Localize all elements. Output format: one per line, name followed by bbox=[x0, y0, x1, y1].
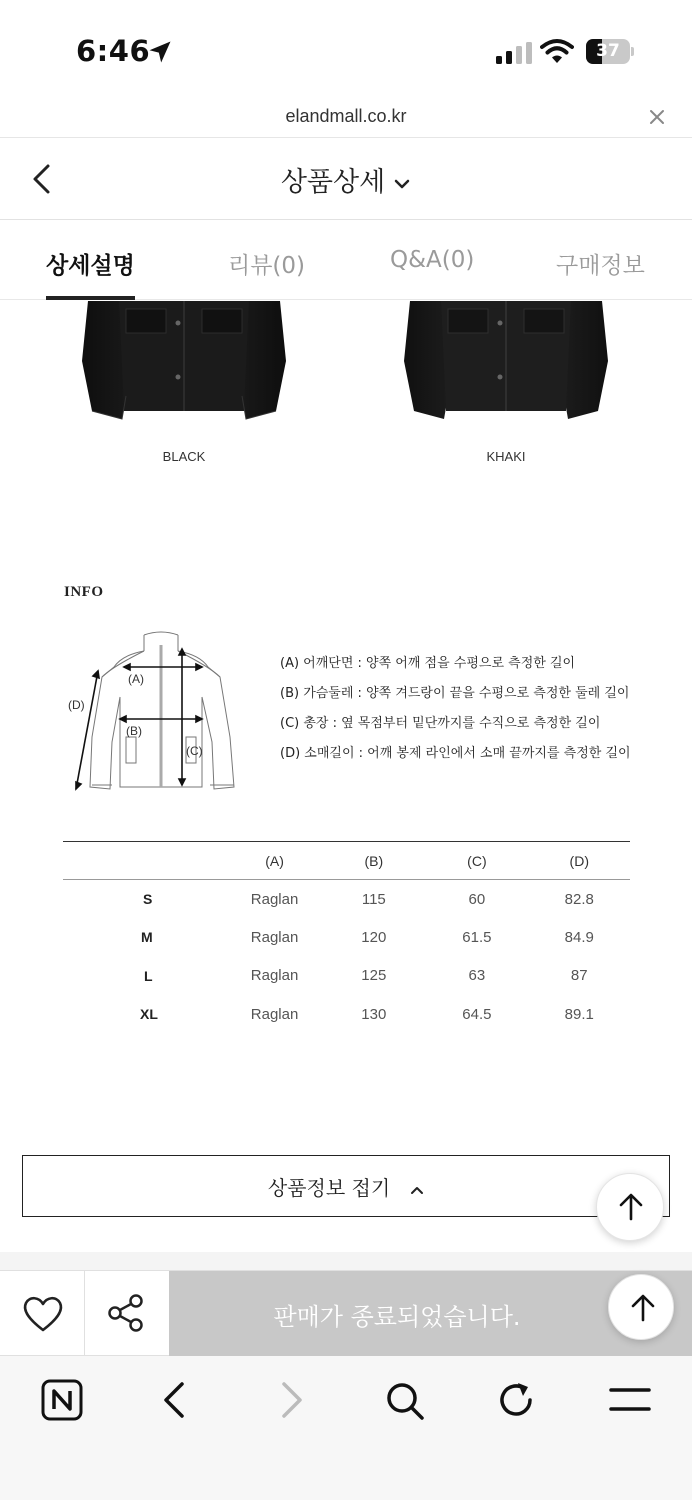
table-cell: 82.8 bbox=[564, 890, 594, 908]
close-icon[interactable] bbox=[648, 108, 666, 126]
diagram-label-b: (B) bbox=[126, 724, 142, 738]
definition-a: (A) 어깨단면 : 양쪽 어깨 점을 수평으로 측정한 길이 bbox=[280, 656, 576, 671]
table-cell: Raglan bbox=[250, 928, 299, 946]
size-cell: XL bbox=[140, 1006, 158, 1023]
wishlist-button[interactable] bbox=[0, 1271, 85, 1356]
wifi-icon bbox=[540, 38, 574, 64]
table-cell: Raglan bbox=[250, 967, 299, 985]
sold-out-label: 판매가 종료되었습니다. bbox=[273, 1303, 521, 1331]
measurement-definitions bbox=[280, 653, 670, 773]
diagram-label-d: (D) bbox=[68, 698, 85, 712]
page-header bbox=[0, 138, 692, 220]
active-tab-indicator bbox=[46, 296, 135, 300]
menu-icon[interactable] bbox=[608, 1378, 652, 1422]
section-divider bbox=[0, 1252, 692, 1270]
table-cell: 120 bbox=[361, 928, 387, 946]
size-table bbox=[63, 841, 630, 1034]
jacket-image-black bbox=[74, 301, 294, 431]
tab-reviews[interactable]: 리뷰(0) bbox=[228, 253, 306, 279]
table-cell: 87 bbox=[570, 967, 588, 985]
table-cell: 115 bbox=[361, 890, 386, 908]
scroll-to-top-button-secondary[interactable] bbox=[608, 1274, 674, 1340]
table-row bbox=[63, 995, 630, 1034]
page-title[interactable] bbox=[0, 160, 692, 199]
browser-forward-icon[interactable] bbox=[268, 1378, 312, 1422]
table-cell: 60 bbox=[468, 890, 486, 908]
header-d: (D) bbox=[529, 842, 630, 880]
table-cell: 64.5 bbox=[462, 1005, 492, 1023]
refresh-icon[interactable] bbox=[494, 1378, 538, 1422]
page-title-text: 상품상세 bbox=[280, 167, 386, 198]
browser-navigation-bar bbox=[0, 1356, 692, 1500]
cellular-signal-icon bbox=[496, 42, 532, 64]
arrow-up-icon bbox=[617, 1192, 645, 1222]
table-cell: Raglan bbox=[250, 1005, 299, 1023]
table-row bbox=[63, 918, 630, 957]
header-b: (B) bbox=[322, 842, 425, 880]
url-text[interactable]: elandmall.co.kr bbox=[285, 106, 407, 126]
table-cell: 61.5 bbox=[462, 928, 492, 946]
jacket-image-khaki bbox=[396, 301, 616, 431]
share-icon bbox=[105, 1292, 147, 1334]
arrow-up-icon bbox=[629, 1293, 657, 1323]
browser-back-icon[interactable] bbox=[154, 1378, 198, 1422]
chevron-down-icon bbox=[393, 177, 411, 191]
header-c: (C) bbox=[425, 842, 528, 880]
info-heading: INFO bbox=[64, 584, 104, 600]
tab-qna[interactable]: Q&A(0) bbox=[390, 247, 475, 273]
search-icon[interactable] bbox=[382, 1378, 426, 1422]
clock: 6:46 bbox=[76, 34, 151, 68]
color-label-black: BLACK bbox=[162, 449, 206, 464]
table-cell: 89.1 bbox=[564, 1005, 594, 1023]
battery-percent: 37 bbox=[596, 41, 620, 61]
size-cell: S bbox=[143, 891, 153, 907]
table-cell: Raglan bbox=[250, 890, 299, 908]
collapse-button-label: 상품정보 접기 bbox=[267, 1176, 391, 1200]
diagram-label-a: (A) bbox=[128, 672, 144, 686]
tab-purchase-info[interactable]: 구매정보 bbox=[556, 253, 645, 279]
heart-icon bbox=[22, 1295, 64, 1333]
naver-home-icon[interactable] bbox=[40, 1378, 84, 1422]
table-row bbox=[63, 957, 630, 996]
size-cell: M bbox=[141, 929, 153, 946]
size-cell: L bbox=[144, 967, 153, 984]
definition-c: (C) 총장 : 옆 목점부터 밑단까지를 수직으로 측정한 길이 bbox=[280, 716, 601, 731]
table-cell: 130 bbox=[361, 1005, 387, 1023]
collapse-product-info-button[interactable] bbox=[22, 1155, 670, 1217]
chevron-up-icon bbox=[410, 1185, 424, 1195]
diagram-label-c: (C) bbox=[186, 744, 203, 758]
size-table-header bbox=[63, 842, 630, 880]
tab-detail[interactable]: 상세설명 bbox=[46, 253, 135, 279]
color-label-khaki: KHAKI bbox=[486, 449, 526, 464]
share-button[interactable] bbox=[85, 1271, 169, 1356]
table-cell: 63 bbox=[468, 967, 486, 985]
scroll-to-top-button[interactable] bbox=[596, 1173, 664, 1241]
definition-d: (D) 소매길이 : 어깨 봉제 라인에서 소매 끝까지를 측정한 길이 bbox=[280, 746, 631, 761]
product-detail-content bbox=[0, 301, 692, 1151]
purchase-action-bar bbox=[0, 1270, 692, 1356]
location-arrow-icon bbox=[146, 38, 174, 66]
tab-bar bbox=[0, 221, 692, 300]
header-size bbox=[63, 842, 227, 880]
header-a: (A) bbox=[227, 842, 323, 880]
table-cell: 84.9 bbox=[564, 928, 594, 946]
definition-b: (B) 가슴둘레 : 양쪽 겨드랑이 끝을 수평으로 측정한 둘레 길이 bbox=[280, 686, 630, 701]
table-row bbox=[63, 880, 630, 919]
browser-url-bar bbox=[0, 100, 692, 138]
status-bar bbox=[0, 0, 692, 100]
size-diagram bbox=[62, 627, 252, 797]
battery-indicator bbox=[586, 39, 634, 64]
table-cell: 125 bbox=[361, 967, 387, 985]
